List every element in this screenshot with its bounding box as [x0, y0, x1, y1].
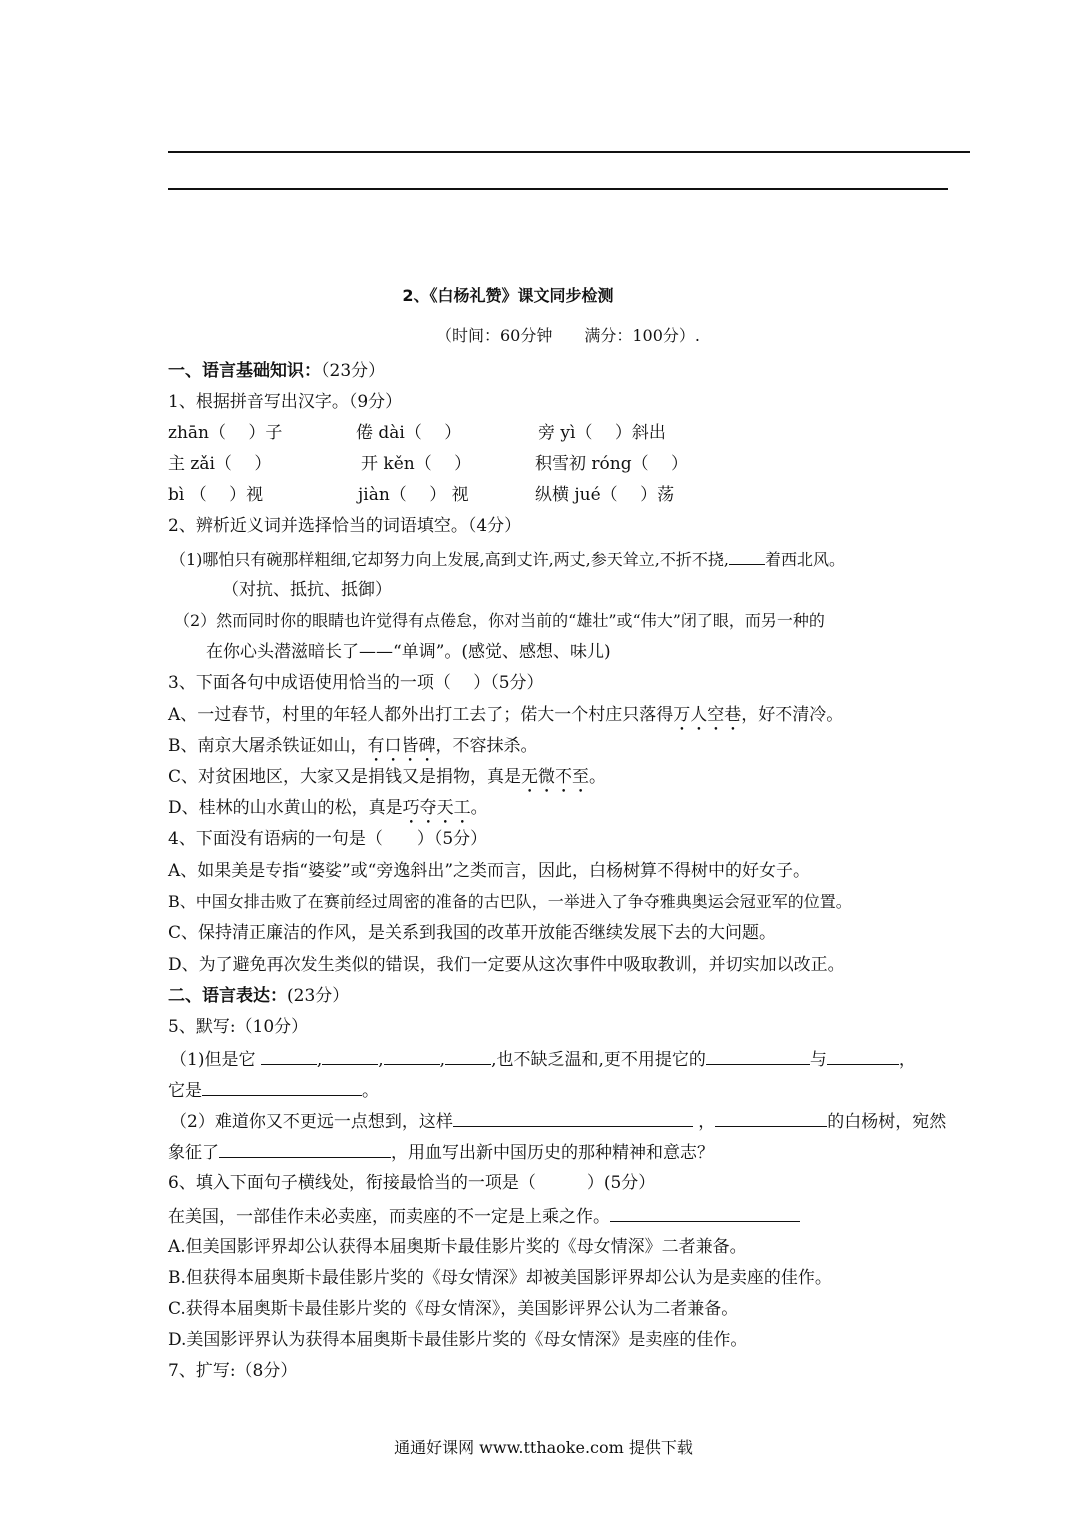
- q5-blank[interactable]: [706, 1048, 810, 1065]
- part1-heading: [168, 360, 385, 382]
- q5-s2-comma: ，: [698, 1112, 716, 1132]
- q1-row1: [168, 422, 970, 444]
- q5-blank[interactable]: [261, 1048, 317, 1065]
- q5-s1-end: ，: [898, 1050, 916, 1070]
- q5-sentence2-cont: [168, 1141, 714, 1164]
- q5-sentence1: （1)但是它 , , , ,也不缺乏温和,更不用提它的 与 ，: [170, 1050, 916, 1070]
- q3-c-post: 。: [589, 767, 607, 787]
- q5-s2b-pre: 象征了: [168, 1143, 219, 1163]
- q1-item: 旁 yì（ ）斜出: [538, 423, 666, 443]
- q3-a-pre: A、一过春节，村里的年轻人都外出打工去了；偌大一个村庄只落得: [168, 705, 674, 725]
- q4-stem: 4、下面没有语病的一句是（ ）（5分）: [168, 829, 488, 849]
- q5-s1b-end: 。: [362, 1081, 379, 1101]
- part2-heading-text: 二、语言表达：: [168, 986, 287, 1006]
- q5-s1-and: 与: [809, 1050, 827, 1070]
- q2-stem: 2、辨析近义词并选择恰当的词语填空。（4分）: [168, 516, 522, 536]
- q2-sentence1: [170, 548, 845, 571]
- q2-s1-blank[interactable]: [729, 548, 765, 565]
- q5-sentence2: [170, 1110, 946, 1133]
- q3-b-pre: B、南京大屠杀铁证如山，: [168, 736, 368, 756]
- exam-info: （时间：60分钟 满分：100分）.: [436, 326, 700, 345]
- q1-item: 积雪初 róng（ ）: [535, 454, 688, 474]
- q5-blank[interactable]: [827, 1048, 899, 1065]
- q5-stem: 5、默写:（10分）: [168, 1017, 309, 1037]
- q3-option-d: [168, 797, 488, 828]
- q2-choices1: （对抗、抵抗、抵御）: [222, 580, 392, 600]
- part2-heading: [168, 985, 349, 1007]
- q1-row2: [168, 453, 970, 475]
- q3-option-a: [168, 704, 843, 735]
- q3-b-idiom: 有口皆碑: [367, 736, 436, 756]
- q5-blank[interactable]: [219, 1141, 391, 1158]
- q3-c-idiom: 无微不至: [521, 767, 590, 787]
- q7-stem: 7、扩写:（8分）: [168, 1361, 298, 1381]
- q1-item: bì （ ）视: [168, 485, 264, 505]
- q5-blank[interactable]: [322, 1048, 378, 1065]
- q6-stem: 6、填入下面句子横线处，衔接最恰当的一项是（ ）(5分）: [168, 1173, 656, 1193]
- q5-blank[interactable]: [202, 1079, 362, 1096]
- q3-option-b: [168, 735, 538, 766]
- q6-blank[interactable]: [610, 1205, 800, 1222]
- q5-blank[interactable]: [715, 1110, 827, 1127]
- q2-sentence2: （2）然而同时你的眼睛也许觉得有点倦怠，你对当前的“雄壮”或“伟大”闭了眼，而另一种的: [174, 611, 825, 630]
- q3-c-pre: C、对贫困地区，大家又是捐钱又是捐物，真是: [168, 767, 522, 787]
- q1-item: jiàn（ ） 视: [358, 485, 469, 505]
- q6-option-a: A.但美国影评界却公认获得本届奥斯卡最佳影片奖的《母女情深》二者兼备。: [168, 1237, 747, 1257]
- q1-item: 倦 dài（ ）: [356, 423, 462, 443]
- q6-option-c: C.获得本届奥斯卡最佳影片奖的《母女情深》，美国影评界公认为二者兼备。: [168, 1299, 739, 1319]
- q1-item: zhān（ ）子: [168, 423, 283, 443]
- q4-option-a: A、如果美是专指“婆娑”或“旁逸斜出”之类而言，因此，白杨树算不得树中的好女子。: [168, 861, 811, 881]
- q6-option-d: D.美国影评界认为获得本届奥斯卡最佳影片奖的《母女情深》是卖座的佳作。: [168, 1330, 748, 1350]
- q4-option-c: C、保持清正廉洁的作风，是关系到我国的改革开放能否继续发展下去的大问题。: [168, 923, 777, 943]
- page-title: 2、《白杨礼赞》课文同步检测: [402, 286, 614, 305]
- q3-option-c: [168, 766, 606, 797]
- q5-s2-post: 的白杨树，宛然: [827, 1112, 947, 1132]
- q4-option-d: D、为了避免再次发生类似的错误，我们一定要从这次事件中吸取教训，并切实加以改正。: [168, 955, 845, 975]
- q1-item: 开 kěn（ ）: [361, 454, 472, 474]
- q5-s1-mid: ,也不缺乏温和,更不用提它的: [491, 1050, 706, 1070]
- q6-sentence-text: 在美国，一部佳作未必卖座，而卖座的不一定是上乘之作。: [168, 1207, 610, 1227]
- q3-stem: 3、下面各句中成语使用恰当的一项（ ）（5分）: [168, 673, 544, 693]
- q3-d-post: 。: [470, 798, 488, 818]
- q1-item: 主 zǎi（ ）: [168, 454, 272, 474]
- q5-s1b-pre: 它是: [168, 1081, 202, 1101]
- q5-s1-pre: （1)但是它: [170, 1050, 256, 1070]
- q5-s2-pre: （2）难道你又不更远一点想到，这样: [170, 1112, 453, 1132]
- q5-blank[interactable]: [384, 1048, 440, 1065]
- q5-blank[interactable]: [445, 1048, 491, 1065]
- q2-sentence2-cont: 在你心头潜滋暗长了——“单调”。(感觉、感想、味儿): [206, 642, 611, 662]
- q1-row3: [168, 484, 970, 506]
- footer-credit: 通通好课网 www.tthaoke.com 提供下载: [394, 1438, 693, 1457]
- q2-s1-tail: 着西北风。: [764, 550, 845, 569]
- part2-score: (23分）: [287, 986, 350, 1006]
- q5-blank[interactable]: [453, 1110, 693, 1127]
- q5-s2b-post: ，用血写出新中国历史的那种精神和意志？: [391, 1143, 714, 1163]
- q3-d-pre: D、桂林的山水黄山的松，真是: [168, 798, 403, 818]
- q3-a-idiom: 万人空巷: [673, 705, 742, 725]
- header-rule-bottom: [168, 188, 948, 190]
- part1-score: （23分）: [321, 361, 386, 381]
- q3-a-post: ，好不清冷。: [741, 705, 844, 725]
- q4-option-b: B、中国女排击败了在赛前经过周密的准备的古巴队，一举进入了争夺雅典奥运会冠亚军的位置。: [168, 892, 852, 911]
- q6-option-b: B.但获得本届奥斯卡最佳影片奖的《母女情深》却被美国影评界却公认为是卖座的佳作。: [168, 1268, 832, 1288]
- q1-item: 纵横 jué（ ）荡: [535, 485, 675, 505]
- q6-sentence: [168, 1205, 800, 1228]
- q3-d-idiom: 巧夺天工: [402, 798, 471, 818]
- part1-heading-text: 一、语言基础知识：: [168, 361, 321, 381]
- header-rule-top: [168, 151, 970, 153]
- q2-s1-text: （1)哪怕只有碗那样粗细,它却努力向上发展,高到丈许,两丈,参天耸立,不折不挠,: [170, 550, 729, 569]
- q3-b-post: ，不容抹杀。: [435, 736, 538, 756]
- q5-sentence1-cont: [168, 1079, 379, 1102]
- q1-stem: 1、根据拼音写出汉字。（9分）: [168, 392, 403, 412]
